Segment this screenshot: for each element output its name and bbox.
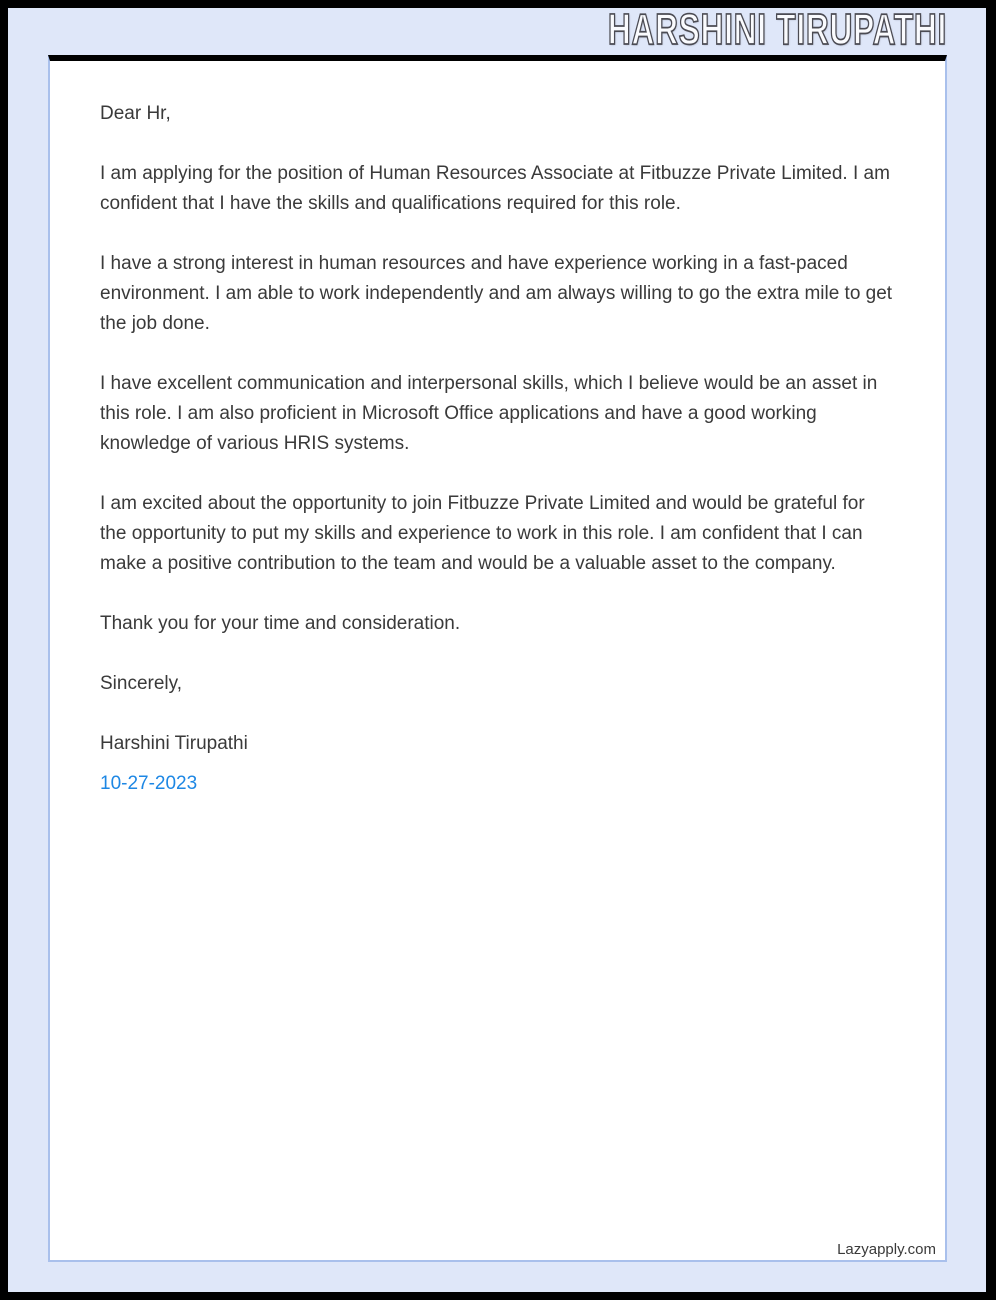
paragraph-excited: I am excited about the opportunity to join Fitbuzze Private Limited and would be grateful for the opportunity to put my skills and experience to work in this role. I am confident that I can make a positive contribution to the team and would be a valuable asset to the company. bbox=[100, 493, 865, 574]
paragraph-interest: I have a strong interest in human resources and have experience working in a fast-paced environment. I am able to work independently and am always willing to go the extra mile to get the job done. bbox=[100, 253, 893, 334]
signature-name: Harshini Tirupathi bbox=[100, 733, 248, 754]
paragraph-skills: I have excellent communication and interpersonal skills, which I believe would be an asset in this role. I am also proficient in Microsoft Office applications and have a good working knowledge of various HRIS systems. bbox=[100, 373, 878, 454]
lazyapply-watermark: Lazyapply.com bbox=[837, 1241, 936, 1258]
letter-date: 10-27-2023 bbox=[100, 773, 198, 794]
paragraph-intro: I am applying for the position of Human Resources Associate at Fitbuzze Private Limited. I am confident that I have the skills and qualifications required for this role. bbox=[100, 163, 890, 214]
letter-page bbox=[48, 55, 947, 1262]
letter-body bbox=[50, 61, 945, 799]
thanks-line: Thank you for your time and consideration. bbox=[100, 613, 461, 634]
closing-line: Sincerely, bbox=[100, 673, 183, 694]
salutation: Dear Hr, bbox=[100, 103, 171, 124]
applicant-name-heading: HARSHINI TIRUPATHI bbox=[607, 5, 947, 54]
